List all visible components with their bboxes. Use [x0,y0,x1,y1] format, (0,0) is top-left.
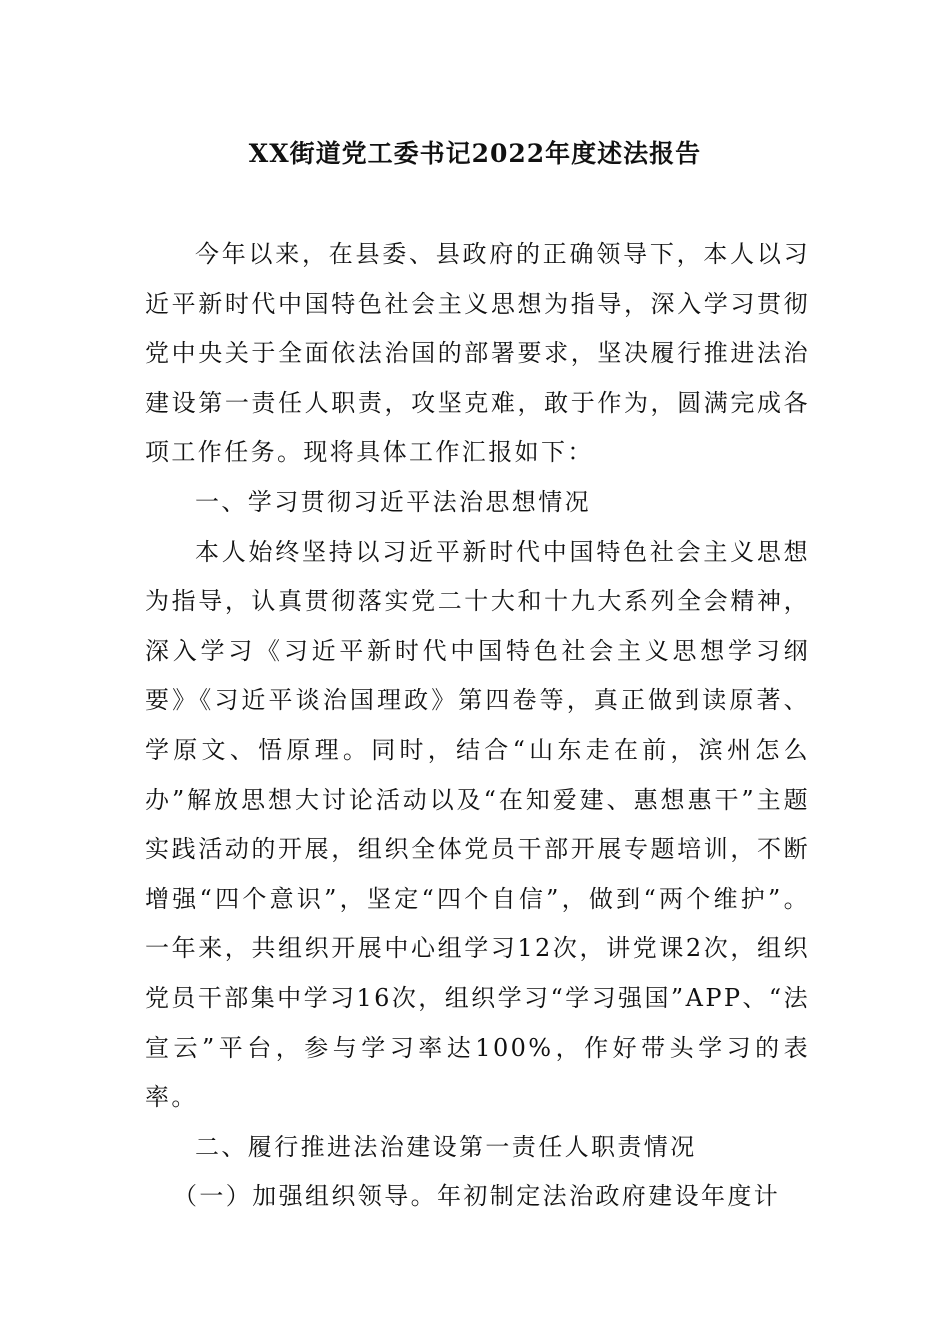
section-heading-2: 二、履行推进法治建设第一责任人职责情况 [195,1132,697,1161]
document-title: XX街道党工委书记2022年度述法报告 [248,139,702,168]
section-heading-1: 一、学习贯彻习近平法治思想情况 [195,487,591,516]
document-body [145,230,810,1222]
subsection-1-paragraph: （一）加强组织领导。年初制定法治政府建设年度计 [173,1182,781,1211]
intro-paragraph: 今年以来，在县委、县政府的正确领导下，本人以习近平新时代中国特色社会主义思想为指导，深入学习贯彻党中央关于全面依法治国的部署要求，坚决履行推进法治建设第一责任人职责，攻坚克难，敢于作为，圆满完成各项工作任务。现将具体工作汇报如下： [145,240,810,467]
section-1-paragraph: 本人始终坚持以习近平新时代中国特色社会主义思想为指导，认真贯彻落实党二十大和十九大系列全会精神，深入学习《习近平新时代中国特色社会主义思想学习纲要》《习近平谈治国理政》第四卷等，真正做到读原著、学原文、悟原理。同时，结合“山东走在前，滨州怎么办”解放思想大讨论活动以及“在知爱建、惠想惠干”主题实践活动的开展，组织全体党员干部开展专题培训，不断增强“四个意识”，坚定“四个自信”，做到“两个维护”。一年来，共组织开展中心组学习12次，讲党课2次，组织党员干部集中学习16次，组织学习“学习强国”APP、“法宣云”平台，参与学习率达100%，作好带头学习的表率。 [145,537,810,1112]
